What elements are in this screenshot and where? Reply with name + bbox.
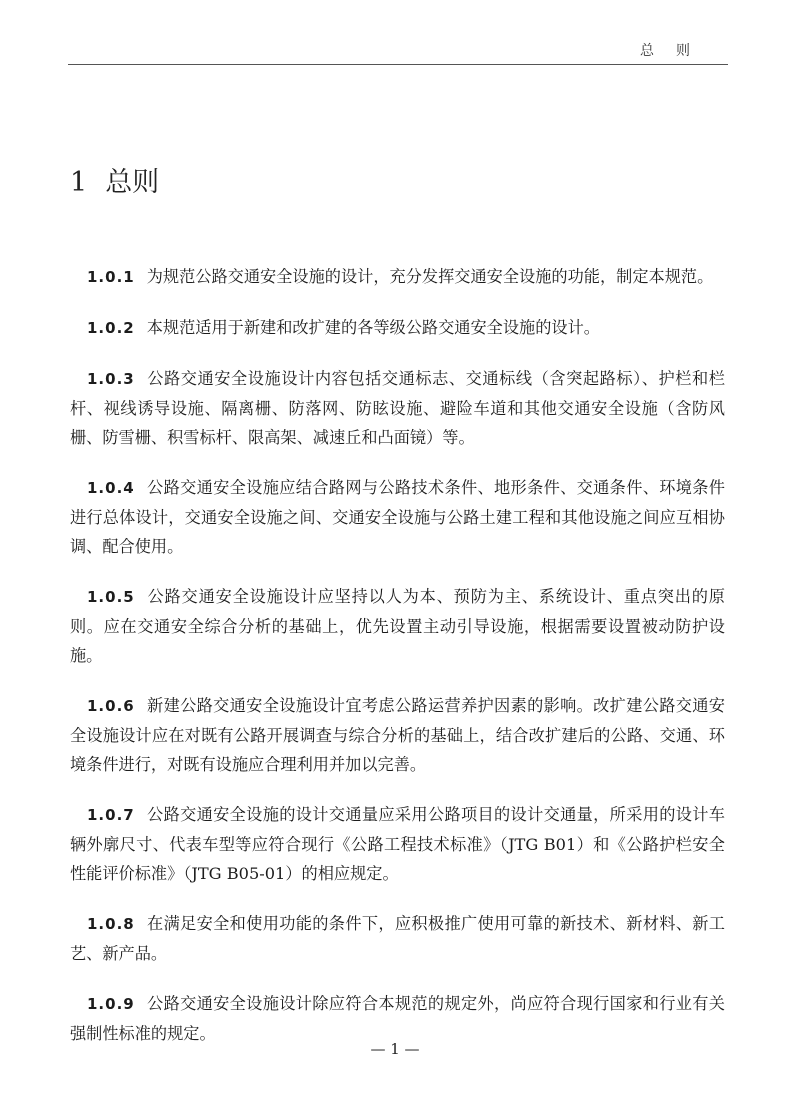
clause-number: 1.0.8 — [87, 915, 135, 933]
clause-text: 公路交通安全设施应结合路网与公路技术条件、地形条件、交通条件、环境条件进行总体设计，交通安全设施之间、交通安全设施与公路土建工程和其他设施之间应互相协调、配合使用。 — [70, 478, 725, 556]
clause-1-0-7 — [70, 800, 725, 888]
clause-text: 为规范公路交通安全设施的设计，充分发挥交通安全设施的功能，制定本规范。 — [146, 267, 714, 286]
running-head: 总则 — [640, 43, 712, 59]
clause-text: 新建公路交通安全设施设计宜考虑公路运营养护因素的影响。改扩建公路交通安全设施设计应在对既有公路开展调查与综合分析的基础上，结合改扩建后的公路、交通、环境条件进行，对既有设施应合理利用并加以完善。 — [70, 696, 725, 774]
clause-number: 1.0.1 — [87, 268, 135, 286]
chapter-number: 1 — [70, 167, 88, 198]
clause-text: 公路交通安全设施设计除应符合本规范的规定外，尚应符合现行国家和行业有关强制性标准的规定。 — [70, 994, 725, 1043]
page-number: — 1 — — [370, 1040, 420, 1058]
header-rule — [68, 64, 728, 65]
clause-text: 本规范适用于新建和改扩建的各等级公路交通安全设施的设计。 — [146, 318, 600, 337]
clause-number: 1.0.7 — [87, 806, 135, 824]
clause-number: 1.0.3 — [87, 370, 135, 388]
clause-1-0-2 — [70, 313, 725, 343]
clause-1-0-5 — [70, 582, 725, 670]
clause-text: 公路交通安全设施设计内容包括交通标志、交通标线（含突起路标）、护栏和栏杆、视线诱导设施、隔离栅、防落网、防眩设施、避险车道和其他交通安全设施（含防风栅、防雪栅、积雪标杆、限高架、减速丘和凸面镜）等。 — [70, 369, 725, 447]
clause-1-0-3 — [70, 364, 725, 452]
chapter-heading: 总则 — [105, 167, 160, 198]
clause-list — [70, 262, 725, 1069]
clause-1-0-6 — [70, 691, 725, 779]
clause-number: 1.0.9 — [87, 995, 135, 1013]
clause-number: 1.0.4 — [87, 479, 135, 497]
clause-1-0-4 — [70, 473, 725, 561]
clause-text: 公路交通安全设施设计应坚持以人为本、预防为主、系统设计、重点突出的原则。应在交通安全综合分析的基础上，优先设置主动引导设施，根据需要设置被动防护设施。 — [70, 587, 725, 665]
clause-1-0-8 — [70, 909, 725, 968]
clause-text: 公路交通安全设施的设计交通量应采用公路项目的设计交通量，所采用的设计车辆外廓尺寸、代表车型等应符合现行《公路工程技术标准》（JTG B01）和《公路护栏安全性能评价标准》（JTG B05-01）的相应规定。 — [70, 805, 725, 883]
clause-text: 在满足安全和使用功能的条件下，应积极推广使用可靠的新技术、新材料、新工艺、新产品。 — [70, 914, 725, 963]
clause-number: 1.0.2 — [87, 319, 135, 337]
clause-number: 1.0.6 — [87, 697, 135, 715]
chapter-title — [70, 160, 159, 199]
clause-number: 1.0.5 — [87, 588, 135, 606]
clause-1-0-1 — [70, 262, 725, 292]
